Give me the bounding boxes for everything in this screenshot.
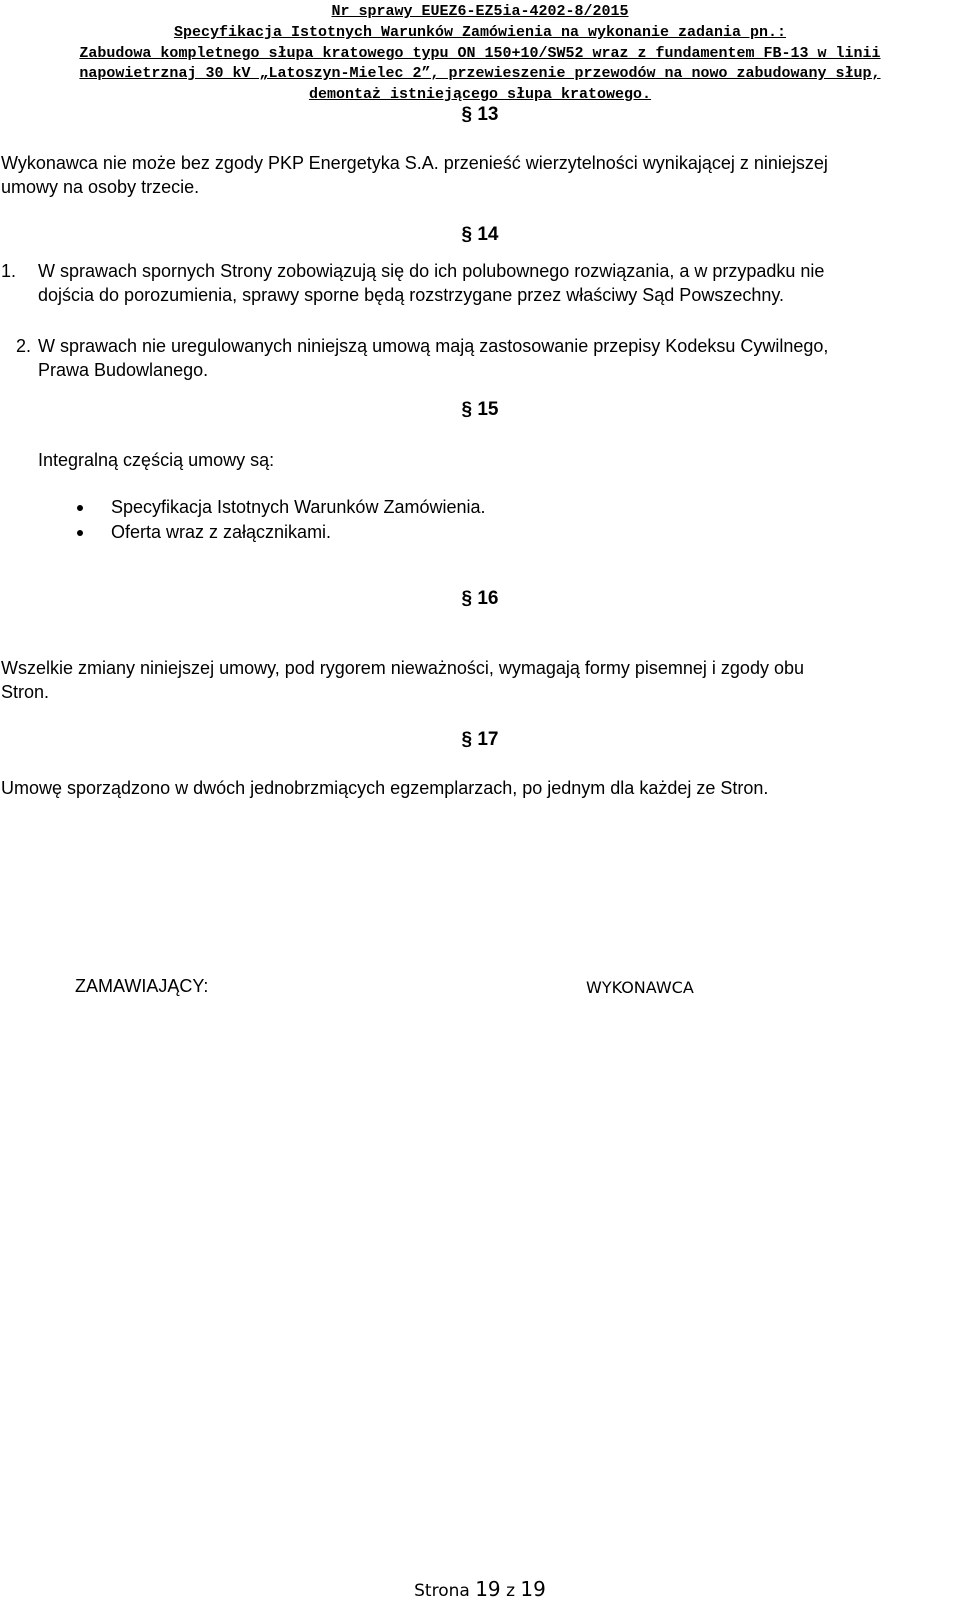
section-16-heading xyxy=(0,587,960,611)
header-task-line-3: demontaż istniejącego słupa kratowego. xyxy=(308,86,652,103)
section-14-item-2-line-2: Prawa Budowlanego. xyxy=(38,360,209,380)
section-15-bullet-1: Specyfikacja Istotnych Warunków Zamówienia. xyxy=(111,497,486,517)
section-number: 17 xyxy=(477,729,499,750)
paragraph-sign: § xyxy=(461,588,473,609)
footer-separator: z xyxy=(506,1581,515,1601)
section-number: 13 xyxy=(477,104,499,125)
section-number: 15 xyxy=(477,399,499,420)
section-13-heading xyxy=(0,103,960,127)
paragraph-sign: § xyxy=(461,224,473,245)
footer-total-pages: 19 xyxy=(520,1577,546,1601)
section-14-heading xyxy=(0,223,960,247)
section-number: 16 xyxy=(477,588,499,609)
section-17-heading xyxy=(0,728,960,752)
section-14-item-1-number: 1. xyxy=(1,261,17,281)
section-13-text-line-1: Wykonawca nie może bez zgody PKP Energetyka S.A. przenieść wierzytelności wynikającej z niniejszej xyxy=(1,153,828,173)
page-number-footer xyxy=(0,1578,960,1602)
paragraph-sign: § xyxy=(461,104,473,125)
section-15-heading xyxy=(0,398,960,422)
section-16-text-line-1: Wszelkie zmiany niniejszej umowy, pod rygorem nieważności, wymagają formy pisemnej i zgody obu xyxy=(1,658,804,678)
section-14-item-2-line-1: W sprawach nie uregulowanych niniejszą umową mają zastosowanie przepisy Kodeksu Cywilnego, xyxy=(38,336,829,356)
section-15-intro: Integralną częścią umowy są: xyxy=(38,450,275,470)
header-task-line-2: napowietrznaj 30 kV „Latoszyn-Mielec 2”, przewieszenie przewodów na nowo zabudowany słup, xyxy=(79,65,881,82)
footer-prefix: Strona xyxy=(414,1581,470,1601)
section-14-item-2-number: 2. xyxy=(16,336,32,356)
section-15-bullet-2: Oferta wraz z załącznikami. xyxy=(111,522,332,542)
section-16-text-line-2: Stron. xyxy=(1,682,50,702)
bullet-icon xyxy=(77,530,83,536)
section-14-item-1-line-2: dojścia do porozumienia, sprawy sporne będą rozstrzygane przez właściwy Sąd Powszechny. xyxy=(38,285,785,305)
section-13-text-line-2: umowy na osoby trzecie. xyxy=(1,177,200,197)
footer-current-page: 19 xyxy=(475,1577,501,1601)
header-task-line-1: Zabudowa kompletnego słupa kratowego typu ON 150+10/SW52 wraz z fundamentem FB-13 w linii xyxy=(79,45,881,62)
bullet-icon xyxy=(77,505,83,511)
signature-ordering-party-label: ZAMAWIAJĄCY: xyxy=(75,976,209,996)
header-case-number: Nr sprawy EUEZ6-EZ5ia-4202-8/2015 xyxy=(331,3,629,20)
paragraph-sign: § xyxy=(461,729,473,750)
section-14-item-1-line-1: W sprawach spornych Strony zobowiązują się do ich polubownego rozwiązania, a w przypadku nie xyxy=(38,261,825,281)
section-number: 14 xyxy=(477,224,499,245)
section-17-text-line-1: Umowę sporządzono w dwóch jednobrzmiących egzemplarzach, po jednym dla każdej ze Stron. xyxy=(1,778,769,798)
header-spec-title: Specyfikacja Istotnych Warunków Zamówienia na wykonanie zadania pn.: xyxy=(173,24,787,41)
signature-contractor-label: WYKONAWCA xyxy=(586,978,694,997)
paragraph-sign: § xyxy=(461,399,473,420)
